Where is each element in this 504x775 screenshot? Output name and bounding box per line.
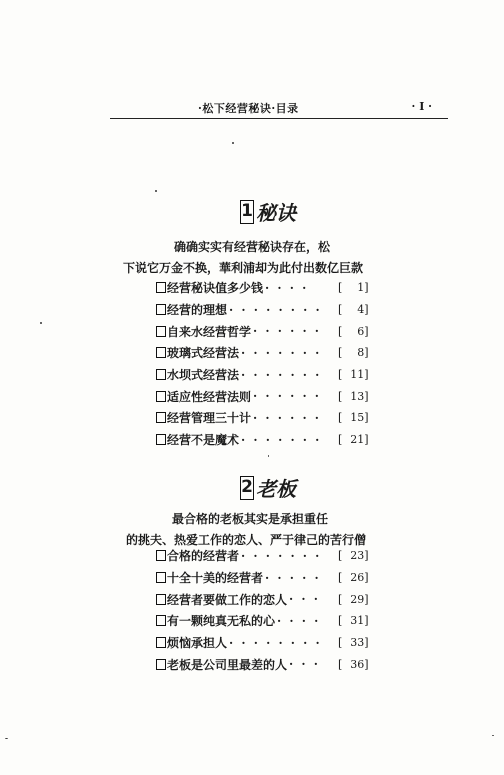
- toc-entry[interactable]: [156, 429, 369, 451]
- toc-page-ref: [ 31]: [338, 614, 369, 628]
- section-heading-2: [240, 473, 296, 502]
- page-number: 23: [350, 549, 365, 563]
- checkbox-icon: [156, 659, 166, 670]
- page-number: 36: [350, 657, 365, 671]
- section-intro-line-2: 的挑夫、热爱工作的恋人、严于律己的苦行僧: [126, 533, 367, 547]
- running-header: [110, 100, 432, 118]
- toc-entry[interactable]: [156, 299, 369, 321]
- leader-dots: · · ·: [289, 592, 320, 607]
- scan-speck: [40, 322, 42, 324]
- section-intro-line-2: 下说它万金不换，華利浦却为此付出数亿巨款: [123, 261, 364, 275]
- page-number: 29: [350, 592, 365, 606]
- toc-entry[interactable]: [156, 277, 369, 299]
- page-number: 6: [357, 324, 365, 338]
- leader-dots: · · · · · · · ·: [229, 635, 322, 650]
- toc-page-ref: [ 29]: [338, 592, 369, 606]
- checkbox-icon: [156, 550, 166, 561]
- toc-page-ref: [ 36]: [338, 657, 369, 671]
- section-number-box: 1: [240, 200, 254, 224]
- page-number: 15: [350, 411, 365, 425]
- toc-entry[interactable]: [156, 545, 369, 567]
- scan-speck: [232, 142, 234, 144]
- toc-entry-title: 经营不是魔术: [167, 433, 240, 448]
- page-number: 11: [350, 368, 365, 382]
- toc-entry-title: 经营的理想: [167, 303, 228, 318]
- toc-page-ref: [ 6]: [338, 324, 369, 338]
- page-number: 13: [350, 389, 365, 403]
- checkbox-icon: [156, 572, 166, 583]
- toc-entry[interactable]: [156, 407, 369, 429]
- section-heading-1: [240, 197, 296, 226]
- leader-dots: · · · · · ·: [253, 410, 321, 425]
- checkbox-icon: [156, 412, 166, 423]
- toc-entry[interactable]: [156, 342, 369, 364]
- toc-entry[interactable]: [156, 653, 369, 675]
- checkbox-icon: [156, 347, 166, 358]
- leader-dots: · · · · · · · ·: [229, 302, 322, 317]
- checkbox-icon: [156, 282, 166, 293]
- toc-list-section-2: [156, 545, 369, 675]
- toc-page-ref: [ 33]: [338, 636, 369, 650]
- toc-page-ref: [ 23]: [338, 549, 369, 563]
- toc-page-ref: [ 11]: [338, 368, 369, 382]
- toc-entry-title: 经营者要做工作的恋人: [167, 592, 288, 607]
- scan-speck: [5, 738, 8, 739]
- leader-dots: · · · · ·: [265, 570, 321, 585]
- toc-entry-title: 经营管理三十计: [167, 411, 252, 426]
- toc-entry-title: 烦恼承担人: [167, 636, 228, 651]
- section-title: 秘诀: [256, 201, 296, 225]
- checkbox-icon: [156, 615, 166, 626]
- toc-entry-title: 水坝式经营法: [167, 368, 240, 383]
- toc-page-ref: [ 4]: [338, 303, 369, 317]
- leader-dots: · · · · · · ·: [241, 432, 322, 447]
- page-number: 1: [357, 281, 365, 295]
- toc-page-ref: [ 15]: [338, 411, 369, 425]
- toc-page-ref: [ 8]: [338, 346, 369, 360]
- page-number: 26: [350, 571, 365, 585]
- section-intro-line-1: 确确实实有经营秘诀存在，松: [174, 240, 331, 254]
- toc-entry[interactable]: [156, 385, 369, 407]
- page-number: 21: [350, 433, 365, 447]
- page-number: 4: [357, 303, 365, 317]
- toc-entry[interactable]: [156, 588, 369, 610]
- checkbox-icon: [156, 594, 166, 605]
- leader-dots: · · · · · · ·: [241, 367, 322, 382]
- checkbox-icon: [156, 326, 166, 337]
- checkbox-icon: [156, 369, 166, 380]
- toc-entry-title: 合格的经营者: [167, 549, 240, 564]
- toc-entry-title: 经营秘诀值多少钱: [167, 281, 264, 296]
- toc-entry-title: 自来水经营哲学: [167, 324, 252, 339]
- toc-page-ref: [ 13]: [338, 389, 369, 403]
- toc-entry-title: 玻璃式经营法: [167, 346, 240, 361]
- toc-page-ref: [ 26]: [338, 571, 369, 585]
- toc-list-section-1: [156, 277, 369, 451]
- scan-speck: [492, 735, 494, 736]
- toc-entry[interactable]: [156, 364, 369, 386]
- scan-speck: [155, 190, 157, 192]
- toc-entry-title: 十全十美的经营者: [167, 571, 264, 586]
- section-number-box: 2: [240, 476, 254, 500]
- section-intro-line-1: 最合格的老板其实是承担重任: [172, 512, 329, 526]
- section-title: 老板: [256, 477, 296, 501]
- toc-entry-title: 适应性经营法则: [167, 389, 252, 404]
- toc-entry[interactable]: [156, 320, 369, 342]
- toc-entry[interactable]: [156, 632, 369, 654]
- leader-dots: · · · ·: [265, 280, 309, 295]
- toc-entry[interactable]: [156, 610, 369, 632]
- scan-speck: [268, 455, 269, 457]
- page-number: 33: [350, 636, 365, 650]
- checkbox-icon: [156, 391, 166, 402]
- checkbox-icon: [156, 434, 166, 445]
- page-number: 31: [350, 614, 365, 628]
- toc-entry[interactable]: [156, 567, 369, 589]
- checkbox-icon: [156, 637, 166, 648]
- leader-dots: · · · · · · ·: [241, 548, 322, 563]
- leader-dots: · · · ·: [277, 613, 321, 628]
- header-rule: [110, 118, 448, 119]
- toc-page-ref: [ 21]: [338, 433, 369, 447]
- leader-dots: · · · · · ·: [253, 389, 321, 404]
- toc-page-ref: [ 1]: [338, 281, 369, 295]
- toc-entry-title: 老板是公司里最差的人: [167, 657, 288, 672]
- checkbox-icon: [156, 304, 166, 315]
- leader-dots: · · · · · · ·: [241, 345, 322, 360]
- leader-dots: · · ·: [289, 657, 320, 672]
- header-title: ·松下经营秘诀·目录: [198, 102, 299, 115]
- page-number: 8: [357, 346, 365, 360]
- toc-entry-title: 有一颗纯真无私的心: [167, 614, 276, 629]
- leader-dots: · · · · · ·: [253, 324, 321, 339]
- header-page-number: · I ·: [411, 100, 432, 113]
